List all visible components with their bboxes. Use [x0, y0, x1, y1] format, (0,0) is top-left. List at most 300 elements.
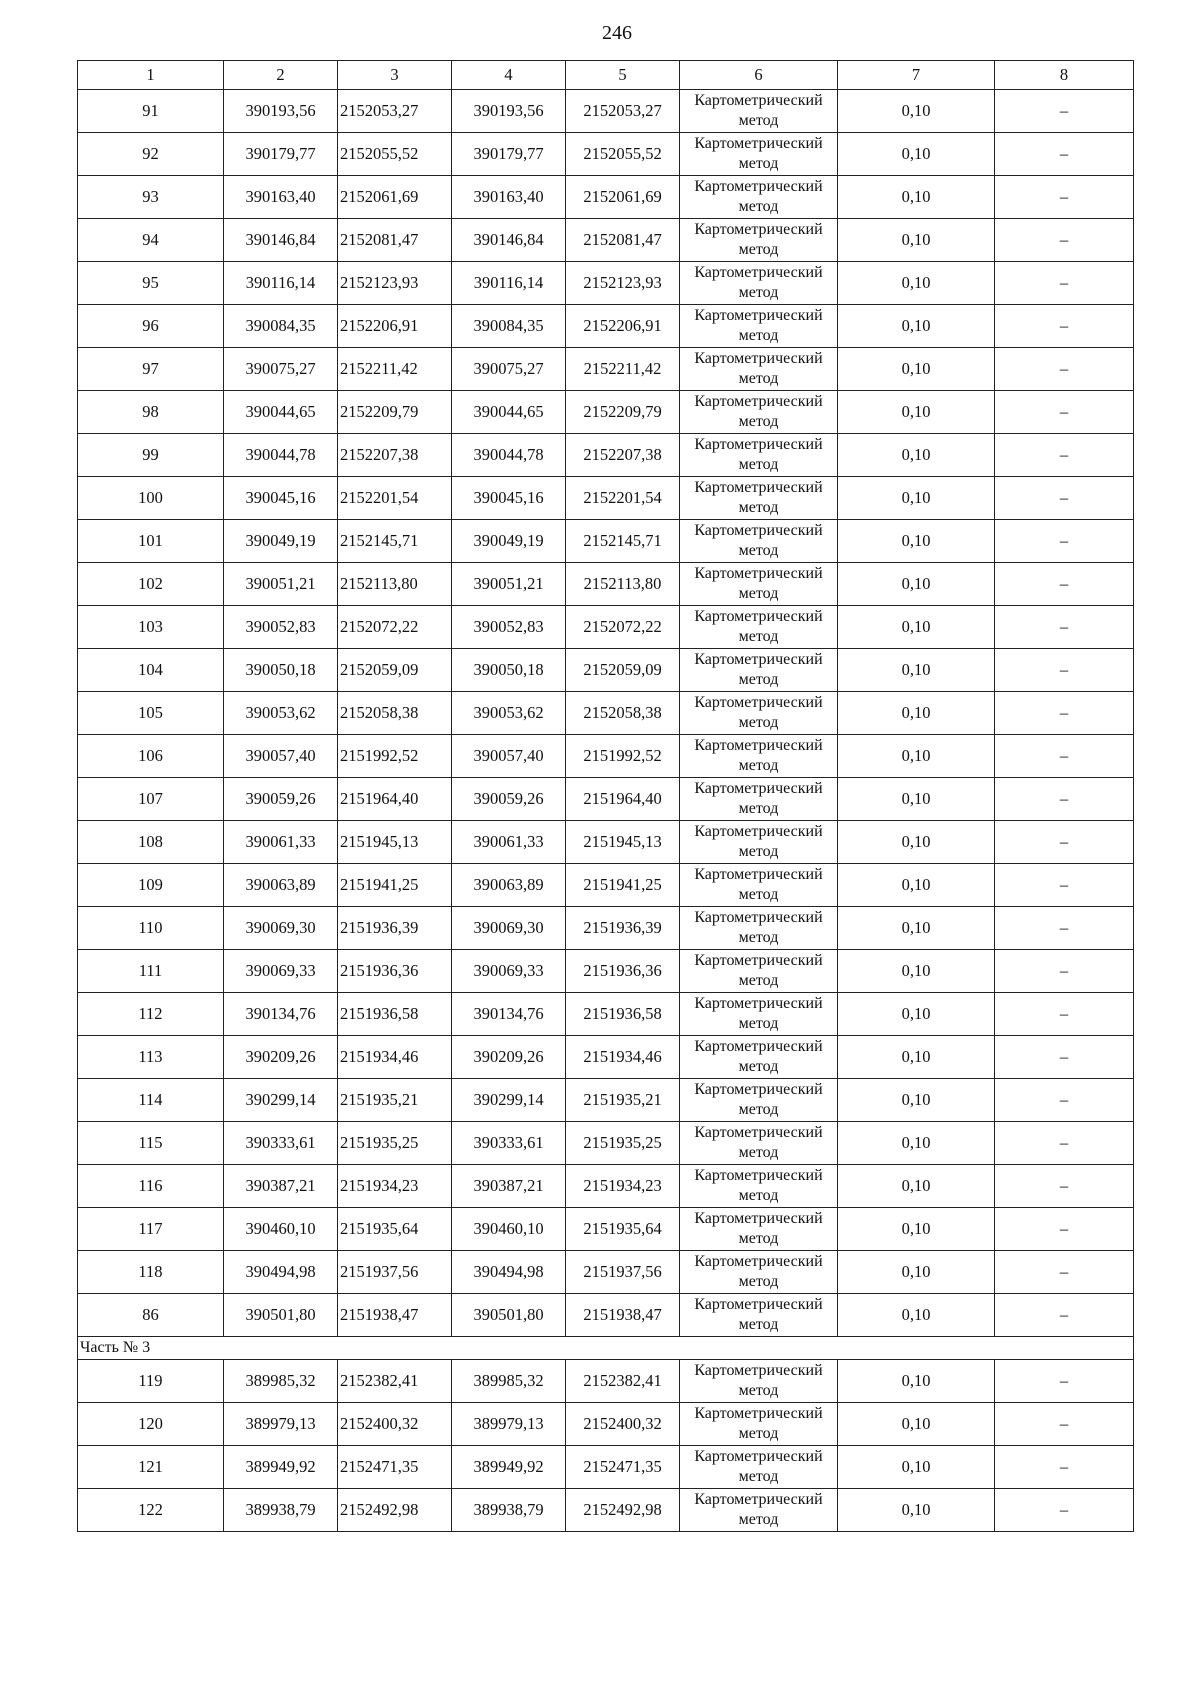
column-header: 6: [680, 61, 838, 90]
x-coordinate-cell: 390084,35: [452, 305, 566, 348]
y-coordinate-cell: 2151934,23: [338, 1165, 452, 1208]
y-coordinate-cell: 2152113,80: [338, 563, 452, 606]
x-coordinate-cell: 389985,32: [224, 1360, 338, 1403]
x-coordinate-cell: 389938,79: [452, 1489, 566, 1532]
y-coordinate-cell: 2152492,98: [338, 1489, 452, 1532]
method-cell: Картометрический метод: [680, 1079, 838, 1122]
table-row: [78, 692, 1134, 735]
point-number-cell: 121: [78, 1446, 224, 1489]
x-coordinate-cell: 390163,40: [452, 176, 566, 219]
method-cell: Картометрический метод: [680, 305, 838, 348]
accuracy-cell: 0,10: [838, 735, 995, 778]
x-coordinate-cell: 390134,76: [224, 993, 338, 1036]
method-cell: Картометрический метод: [680, 133, 838, 176]
x-coordinate-cell: 390333,61: [224, 1122, 338, 1165]
method-cell: Картометрический метод: [680, 1208, 838, 1251]
y-coordinate-cell: 2151992,52: [338, 735, 452, 778]
accuracy-cell: 0,10: [838, 391, 995, 434]
point-number-cell: 106: [78, 735, 224, 778]
x-coordinate-cell: 390116,14: [452, 262, 566, 305]
x-coordinate-cell: 390460,10: [452, 1208, 566, 1251]
method-cell: Картометрический метод: [680, 778, 838, 821]
x-coordinate-cell: 389938,79: [224, 1489, 338, 1532]
x-coordinate-cell: 390069,33: [224, 950, 338, 993]
method-cell: Картометрический метод: [680, 1294, 838, 1337]
method-cell: Картометрический метод: [680, 90, 838, 133]
note-cell: –: [995, 907, 1134, 950]
x-coordinate-cell: 390052,83: [224, 606, 338, 649]
x-coordinate-cell: 390209,26: [452, 1036, 566, 1079]
y-coordinate-cell: 2152081,47: [566, 219, 680, 262]
y-coordinate-cell: 2151941,25: [338, 864, 452, 907]
accuracy-cell: 0,10: [838, 1403, 995, 1446]
table-row: [78, 348, 1134, 391]
x-coordinate-cell: 390044,65: [452, 391, 566, 434]
x-coordinate-cell: 390051,21: [452, 563, 566, 606]
method-cell: Картометрический метод: [680, 1165, 838, 1208]
y-coordinate-cell: 2152382,41: [566, 1360, 680, 1403]
y-coordinate-cell: 2152053,27: [338, 90, 452, 133]
y-coordinate-cell: 2152061,69: [338, 176, 452, 219]
note-cell: –: [995, 219, 1134, 262]
x-coordinate-cell: 390494,98: [224, 1251, 338, 1294]
table-row: [78, 1360, 1134, 1403]
table-row: [78, 735, 1134, 778]
method-cell: Картометрический метод: [680, 907, 838, 950]
point-number-cell: 96: [78, 305, 224, 348]
y-coordinate-cell: 2151937,56: [338, 1251, 452, 1294]
y-coordinate-cell: 2152492,98: [566, 1489, 680, 1532]
point-number-cell: 93: [78, 176, 224, 219]
y-coordinate-cell: 2151935,25: [338, 1122, 452, 1165]
y-coordinate-cell: 2151936,36: [566, 950, 680, 993]
table-row: [78, 1489, 1134, 1532]
column-header: 4: [452, 61, 566, 90]
accuracy-cell: 0,10: [838, 649, 995, 692]
note-cell: –: [995, 993, 1134, 1036]
table-row: [78, 434, 1134, 477]
table-header-row: [78, 61, 1134, 90]
x-coordinate-cell: 390057,40: [452, 735, 566, 778]
accuracy-cell: 0,10: [838, 1036, 995, 1079]
method-cell: Картометрический метод: [680, 649, 838, 692]
point-number-cell: 118: [78, 1251, 224, 1294]
y-coordinate-cell: 2151938,47: [338, 1294, 452, 1337]
y-coordinate-cell: 2152081,47: [338, 219, 452, 262]
table-row: [78, 1403, 1134, 1446]
point-number-cell: 92: [78, 133, 224, 176]
method-cell: Картометрический метод: [680, 692, 838, 735]
x-coordinate-cell: 390299,14: [224, 1079, 338, 1122]
point-number-cell: 110: [78, 907, 224, 950]
y-coordinate-cell: 2152145,71: [338, 520, 452, 563]
table-row: [78, 1208, 1134, 1251]
y-coordinate-cell: 2151934,46: [566, 1036, 680, 1079]
x-coordinate-cell: 390053,62: [452, 692, 566, 735]
y-coordinate-cell: 2152207,38: [566, 434, 680, 477]
method-cell: Картометрический метод: [680, 434, 838, 477]
method-cell: Картометрический метод: [680, 1122, 838, 1165]
x-coordinate-cell: 389949,92: [224, 1446, 338, 1489]
x-coordinate-cell: 390044,78: [452, 434, 566, 477]
x-coordinate-cell: 389949,92: [452, 1446, 566, 1489]
point-number-cell: 112: [78, 993, 224, 1036]
x-coordinate-cell: 389979,13: [452, 1403, 566, 1446]
accuracy-cell: 0,10: [838, 1122, 995, 1165]
y-coordinate-cell: 2151935,21: [566, 1079, 680, 1122]
table-row: [78, 90, 1134, 133]
column-header: 2: [224, 61, 338, 90]
y-coordinate-cell: 2151935,25: [566, 1122, 680, 1165]
x-coordinate-cell: 390050,18: [224, 649, 338, 692]
table-row: [78, 1294, 1134, 1337]
point-number-cell: 111: [78, 950, 224, 993]
method-cell: Картометрический метод: [680, 520, 838, 563]
accuracy-cell: 0,10: [838, 606, 995, 649]
x-coordinate-cell: 390333,61: [452, 1122, 566, 1165]
accuracy-cell: 0,10: [838, 864, 995, 907]
x-coordinate-cell: 390061,33: [452, 821, 566, 864]
y-coordinate-cell: 2152123,93: [566, 262, 680, 305]
accuracy-cell: 0,10: [838, 907, 995, 950]
y-coordinate-cell: 2152206,91: [338, 305, 452, 348]
table-row: [78, 1446, 1134, 1489]
accuracy-cell: 0,10: [838, 950, 995, 993]
y-coordinate-cell: 2151935,64: [338, 1208, 452, 1251]
table-row: [78, 391, 1134, 434]
x-coordinate-cell: 390059,26: [224, 778, 338, 821]
y-coordinate-cell: 2152201,54: [338, 477, 452, 520]
note-cell: –: [995, 692, 1134, 735]
section-row: [78, 1337, 1134, 1360]
table-row: [78, 821, 1134, 864]
point-number-cell: 119: [78, 1360, 224, 1403]
note-cell: –: [995, 1489, 1134, 1532]
x-coordinate-cell: 390049,19: [224, 520, 338, 563]
note-cell: –: [995, 1294, 1134, 1337]
method-cell: Картометрический метод: [680, 1489, 838, 1532]
note-cell: –: [995, 1165, 1134, 1208]
table-row: [78, 649, 1134, 692]
x-coordinate-cell: 390134,76: [452, 993, 566, 1036]
y-coordinate-cell: 2151945,13: [566, 821, 680, 864]
note-cell: –: [995, 1251, 1134, 1294]
y-coordinate-cell: 2151964,40: [566, 778, 680, 821]
point-number-cell: 101: [78, 520, 224, 563]
accuracy-cell: 0,10: [838, 434, 995, 477]
note-cell: –: [995, 1403, 1134, 1446]
table-row: [78, 219, 1134, 262]
method-cell: Картометрический метод: [680, 606, 838, 649]
section-label: Часть № 3: [78, 1337, 1134, 1360]
note-cell: –: [995, 176, 1134, 219]
point-number-cell: 113: [78, 1036, 224, 1079]
table-row: [78, 907, 1134, 950]
x-coordinate-cell: 390193,56: [224, 90, 338, 133]
x-coordinate-cell: 389985,32: [452, 1360, 566, 1403]
x-coordinate-cell: 390116,14: [224, 262, 338, 305]
y-coordinate-cell: 2152206,91: [566, 305, 680, 348]
note-cell: –: [995, 864, 1134, 907]
x-coordinate-cell: 390193,56: [452, 90, 566, 133]
accuracy-cell: 0,10: [838, 993, 995, 1036]
y-coordinate-cell: 2151992,52: [566, 735, 680, 778]
y-coordinate-cell: 2151936,39: [338, 907, 452, 950]
point-number-cell: 91: [78, 90, 224, 133]
x-coordinate-cell: 390146,84: [224, 219, 338, 262]
table-row: [78, 176, 1134, 219]
table-row: [78, 133, 1134, 176]
column-header: 1: [78, 61, 224, 90]
table-row: [78, 993, 1134, 1036]
note-cell: –: [995, 606, 1134, 649]
note-cell: –: [995, 1446, 1134, 1489]
x-coordinate-cell: 390501,80: [452, 1294, 566, 1337]
y-coordinate-cell: 2151934,23: [566, 1165, 680, 1208]
method-cell: Картометрический метод: [680, 477, 838, 520]
method-cell: Картометрический метод: [680, 1403, 838, 1446]
y-coordinate-cell: 2152113,80: [566, 563, 680, 606]
point-number-cell: 109: [78, 864, 224, 907]
x-coordinate-cell: 390146,84: [452, 219, 566, 262]
table-row: [78, 477, 1134, 520]
note-cell: –: [995, 391, 1134, 434]
column-header: 7: [838, 61, 995, 90]
table-row: [78, 1036, 1134, 1079]
point-number-cell: 114: [78, 1079, 224, 1122]
method-cell: Картометрический метод: [680, 993, 838, 1036]
y-coordinate-cell: 2152072,22: [338, 606, 452, 649]
point-number-cell: 104: [78, 649, 224, 692]
note-cell: –: [995, 477, 1134, 520]
table-row: [78, 778, 1134, 821]
accuracy-cell: 0,10: [838, 1251, 995, 1294]
x-coordinate-cell: 390209,26: [224, 1036, 338, 1079]
y-coordinate-cell: 2152059,09: [566, 649, 680, 692]
point-number-cell: 117: [78, 1208, 224, 1251]
point-number-cell: 122: [78, 1489, 224, 1532]
note-cell: –: [995, 348, 1134, 391]
accuracy-cell: 0,10: [838, 219, 995, 262]
accuracy-cell: 0,10: [838, 1446, 995, 1489]
y-coordinate-cell: 2152061,69: [566, 176, 680, 219]
x-coordinate-cell: 390050,18: [452, 649, 566, 692]
x-coordinate-cell: 390179,77: [224, 133, 338, 176]
point-number-cell: 105: [78, 692, 224, 735]
point-number-cell: 97: [78, 348, 224, 391]
method-cell: Картометрический метод: [680, 864, 838, 907]
x-coordinate-cell: 390179,77: [452, 133, 566, 176]
x-coordinate-cell: 390501,80: [224, 1294, 338, 1337]
y-coordinate-cell: 2151941,25: [566, 864, 680, 907]
y-coordinate-cell: 2151964,40: [338, 778, 452, 821]
y-coordinate-cell: 2152055,52: [566, 133, 680, 176]
accuracy-cell: 0,10: [838, 133, 995, 176]
method-cell: Картометрический метод: [680, 176, 838, 219]
x-coordinate-cell: 390051,21: [224, 563, 338, 606]
y-coordinate-cell: 2152209,79: [338, 391, 452, 434]
note-cell: –: [995, 778, 1134, 821]
y-coordinate-cell: 2152207,38: [338, 434, 452, 477]
y-coordinate-cell: 2151937,56: [566, 1251, 680, 1294]
accuracy-cell: 0,10: [838, 563, 995, 606]
y-coordinate-cell: 2151936,39: [566, 907, 680, 950]
method-cell: Картометрический метод: [680, 1036, 838, 1079]
x-coordinate-cell: 390075,27: [224, 348, 338, 391]
accuracy-cell: 0,10: [838, 1165, 995, 1208]
note-cell: –: [995, 1208, 1134, 1251]
x-coordinate-cell: 390045,16: [224, 477, 338, 520]
table-row: [78, 262, 1134, 305]
method-cell: Картометрический метод: [680, 563, 838, 606]
point-number-cell: 116: [78, 1165, 224, 1208]
accuracy-cell: 0,10: [838, 262, 995, 305]
y-coordinate-cell: 2152145,71: [566, 520, 680, 563]
accuracy-cell: 0,10: [838, 1294, 995, 1337]
y-coordinate-cell: 2152058,38: [338, 692, 452, 735]
y-coordinate-cell: 2152400,32: [566, 1403, 680, 1446]
point-number-cell: 115: [78, 1122, 224, 1165]
point-number-cell: 107: [78, 778, 224, 821]
x-coordinate-cell: 390049,19: [452, 520, 566, 563]
table-row: [78, 1122, 1134, 1165]
note-cell: –: [995, 434, 1134, 477]
accuracy-cell: 0,10: [838, 821, 995, 864]
table-row: [78, 606, 1134, 649]
point-number-cell: 120: [78, 1403, 224, 1446]
x-coordinate-cell: 390494,98: [452, 1251, 566, 1294]
x-coordinate-cell: 390059,26: [452, 778, 566, 821]
x-coordinate-cell: 390063,89: [224, 864, 338, 907]
table-row: [78, 864, 1134, 907]
method-cell: Картометрический метод: [680, 1360, 838, 1403]
x-coordinate-cell: 390053,62: [224, 692, 338, 735]
y-coordinate-cell: 2152471,35: [338, 1446, 452, 1489]
method-cell: Картометрический метод: [680, 821, 838, 864]
method-cell: Картометрический метод: [680, 950, 838, 993]
table-row: [78, 1165, 1134, 1208]
accuracy-cell: 0,10: [838, 90, 995, 133]
point-number-cell: 103: [78, 606, 224, 649]
y-coordinate-cell: 2152201,54: [566, 477, 680, 520]
point-number-cell: 86: [78, 1294, 224, 1337]
method-cell: Картометрический метод: [680, 348, 838, 391]
accuracy-cell: 0,10: [838, 1360, 995, 1403]
accuracy-cell: 0,10: [838, 520, 995, 563]
x-coordinate-cell: 390460,10: [224, 1208, 338, 1251]
x-coordinate-cell: 390063,89: [452, 864, 566, 907]
x-coordinate-cell: 390299,14: [452, 1079, 566, 1122]
point-number-cell: 95: [78, 262, 224, 305]
x-coordinate-cell: 390057,40: [224, 735, 338, 778]
y-coordinate-cell: 2152211,42: [566, 348, 680, 391]
x-coordinate-cell: 390044,65: [224, 391, 338, 434]
y-coordinate-cell: 2152053,27: [566, 90, 680, 133]
coordinates-table: [77, 60, 1134, 1532]
accuracy-cell: 0,10: [838, 1208, 995, 1251]
method-cell: Картометрический метод: [680, 219, 838, 262]
y-coordinate-cell: 2152382,41: [338, 1360, 452, 1403]
y-coordinate-cell: 2151935,64: [566, 1208, 680, 1251]
x-coordinate-cell: 390061,33: [224, 821, 338, 864]
y-coordinate-cell: 2152471,35: [566, 1446, 680, 1489]
accuracy-cell: 0,10: [838, 477, 995, 520]
note-cell: –: [995, 649, 1134, 692]
y-coordinate-cell: 2152072,22: [566, 606, 680, 649]
note-cell: –: [995, 133, 1134, 176]
accuracy-cell: 0,10: [838, 305, 995, 348]
x-coordinate-cell: 389979,13: [224, 1403, 338, 1446]
accuracy-cell: 0,10: [838, 778, 995, 821]
method-cell: Картометрический метод: [680, 1446, 838, 1489]
x-coordinate-cell: 390075,27: [452, 348, 566, 391]
note-cell: –: [995, 950, 1134, 993]
method-cell: Картометрический метод: [680, 262, 838, 305]
column-header: 8: [995, 61, 1134, 90]
y-coordinate-cell: 2152059,09: [338, 649, 452, 692]
point-number-cell: 98: [78, 391, 224, 434]
y-coordinate-cell: 2152400,32: [338, 1403, 452, 1446]
note-cell: –: [995, 1122, 1134, 1165]
point-number-cell: 102: [78, 563, 224, 606]
accuracy-cell: 0,10: [838, 348, 995, 391]
y-coordinate-cell: 2151934,46: [338, 1036, 452, 1079]
x-coordinate-cell: 390052,83: [452, 606, 566, 649]
y-coordinate-cell: 2152211,42: [338, 348, 452, 391]
y-coordinate-cell: 2152055,52: [338, 133, 452, 176]
y-coordinate-cell: 2151936,58: [338, 993, 452, 1036]
note-cell: –: [995, 305, 1134, 348]
note-cell: –: [995, 262, 1134, 305]
page-number: 246: [602, 22, 632, 44]
y-coordinate-cell: 2151935,21: [338, 1079, 452, 1122]
table-row: [78, 520, 1134, 563]
x-coordinate-cell: 390069,30: [224, 907, 338, 950]
column-header: 3: [338, 61, 452, 90]
point-number-cell: 100: [78, 477, 224, 520]
x-coordinate-cell: 390163,40: [224, 176, 338, 219]
y-coordinate-cell: 2151936,58: [566, 993, 680, 1036]
point-number-cell: 94: [78, 219, 224, 262]
point-number-cell: 108: [78, 821, 224, 864]
table-row: [78, 950, 1134, 993]
accuracy-cell: 0,10: [838, 1079, 995, 1122]
x-coordinate-cell: 390387,21: [452, 1165, 566, 1208]
y-coordinate-cell: 2151945,13: [338, 821, 452, 864]
x-coordinate-cell: 390387,21: [224, 1165, 338, 1208]
y-coordinate-cell: 2151936,36: [338, 950, 452, 993]
note-cell: –: [995, 1079, 1134, 1122]
method-cell: Картометрический метод: [680, 1251, 838, 1294]
note-cell: –: [995, 563, 1134, 606]
table-row: [78, 563, 1134, 606]
method-cell: Картометрический метод: [680, 391, 838, 434]
note-cell: –: [995, 90, 1134, 133]
accuracy-cell: 0,10: [838, 176, 995, 219]
x-coordinate-cell: 390044,78: [224, 434, 338, 477]
table-row: [78, 1079, 1134, 1122]
table-row: [78, 1251, 1134, 1294]
x-coordinate-cell: 390084,35: [224, 305, 338, 348]
note-cell: –: [995, 1036, 1134, 1079]
y-coordinate-cell: 2152123,93: [338, 262, 452, 305]
x-coordinate-cell: 390045,16: [452, 477, 566, 520]
x-coordinate-cell: 390069,33: [452, 950, 566, 993]
note-cell: –: [995, 520, 1134, 563]
accuracy-cell: 0,10: [838, 692, 995, 735]
point-number-cell: 99: [78, 434, 224, 477]
note-cell: –: [995, 735, 1134, 778]
